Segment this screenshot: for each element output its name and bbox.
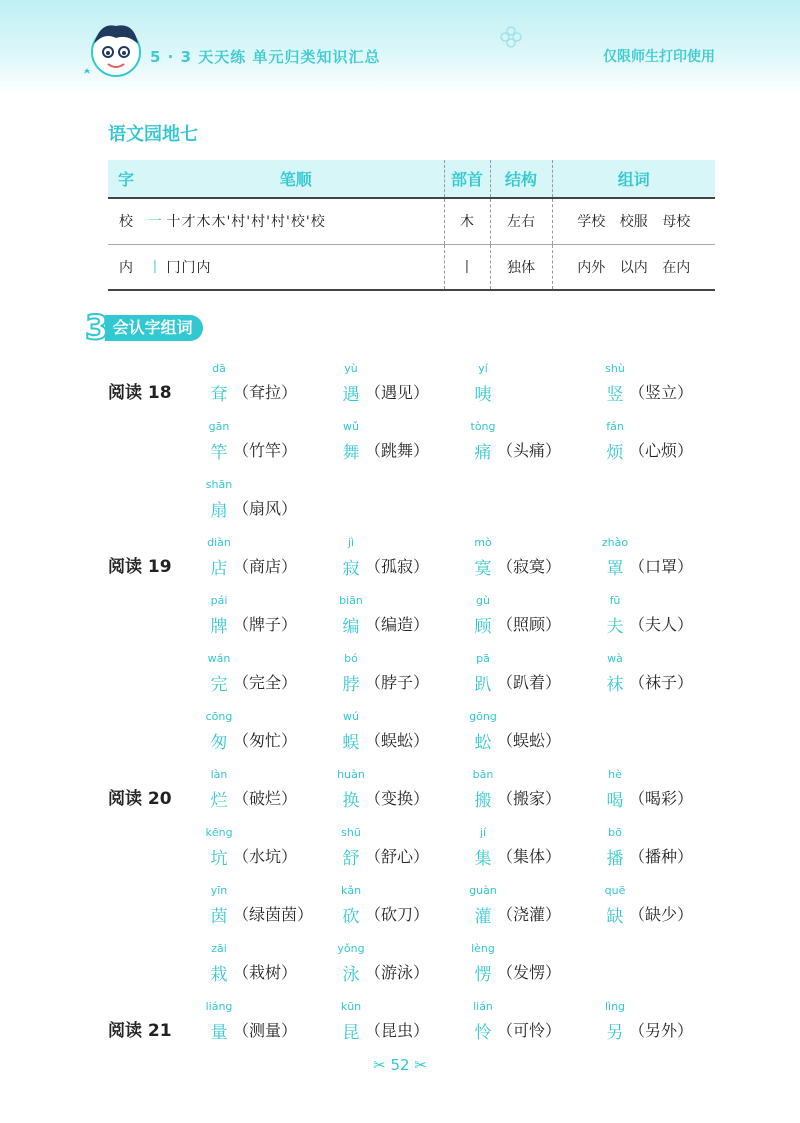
- section-number: 3: [85, 308, 109, 348]
- compound-word: （头痛）: [497, 441, 562, 460]
- table-row: [108, 198, 715, 244]
- compound-word: （牌子）: [233, 615, 298, 634]
- pinyin: gōng: [469, 710, 497, 723]
- col-header-order: 笔顺: [144, 160, 444, 198]
- cell-stroke-order: [144, 244, 444, 290]
- list-item: [205, 942, 335, 988]
- lesson-label: 阅读 18: [108, 383, 172, 403]
- new-character: 耷: [210, 385, 228, 405]
- compound-word: （孤寂）: [365, 557, 430, 576]
- new-character: 遇: [342, 385, 360, 405]
- compound-word: （可怜）: [497, 1021, 562, 1040]
- list-item: [601, 362, 731, 408]
- compound-word: （夫人）: [629, 615, 694, 634]
- new-character: 播: [606, 849, 624, 869]
- compound-word: （趴着）: [497, 673, 562, 692]
- new-character: 昆: [342, 1023, 360, 1043]
- list-item: [601, 652, 731, 698]
- list-item: [205, 420, 335, 466]
- compound-word: （竹竿）: [233, 441, 298, 460]
- new-character: 蜈: [342, 733, 360, 753]
- new-character: 蚣: [474, 733, 492, 753]
- compound-word: （昆虫）: [365, 1021, 430, 1040]
- compound-word: （完全）: [233, 673, 298, 692]
- new-character: 趴: [474, 675, 492, 695]
- pinyin: lìng: [604, 1000, 626, 1013]
- compound-word: （破烂）: [233, 789, 298, 808]
- list-item: [205, 710, 335, 756]
- list-item: [601, 594, 731, 640]
- new-character: 舞: [342, 443, 360, 463]
- stroke-order-table: [108, 160, 715, 291]
- pinyin: shū: [341, 826, 361, 839]
- pinyin: yí: [478, 362, 488, 375]
- compound-word: （脖子）: [365, 673, 430, 692]
- compound-word: （缺少）: [629, 905, 694, 924]
- new-character: 舒: [342, 849, 360, 869]
- pinyin: huàn: [337, 768, 365, 781]
- pinyin: bō: [608, 826, 622, 839]
- col-header-radical: 部首: [444, 160, 490, 198]
- list-item: [469, 420, 599, 466]
- compound-word: （照顾）: [497, 615, 562, 634]
- list-item: [469, 710, 599, 756]
- new-character: 痛: [474, 443, 492, 463]
- new-character: 编: [342, 617, 360, 637]
- pinyin: hè: [608, 768, 622, 781]
- compound-word: （遇见）: [365, 383, 430, 402]
- section-badge: [85, 308, 203, 348]
- pinyin: pái: [210, 594, 228, 607]
- new-character: 夫: [606, 617, 624, 637]
- header-title: 5 · 3 天天练 单元归类知识汇总: [150, 48, 381, 66]
- new-character: 寂: [342, 559, 360, 579]
- section-label: 会认字组词: [105, 315, 203, 341]
- table-row: [108, 244, 715, 290]
- pinyin: lián: [473, 1000, 493, 1013]
- pinyin: yù: [344, 362, 358, 375]
- right-ornament-icon: ✂: [414, 1056, 427, 1074]
- list-item: [205, 826, 335, 872]
- table-header-row: [108, 160, 715, 198]
- compound-word: （喝彩）: [629, 789, 694, 808]
- compound-word: （跳舞）: [365, 441, 430, 460]
- cell-char: 校: [108, 198, 144, 244]
- list-item: [601, 826, 731, 872]
- list-item: [469, 768, 599, 814]
- list-item: [601, 768, 731, 814]
- list-item: [205, 1000, 335, 1046]
- new-character: 量: [210, 1023, 228, 1043]
- page-header: [0, 0, 800, 95]
- compound-word: （蜈蚣）: [365, 731, 430, 750]
- remaining-strokes: 冂门内: [166, 259, 212, 276]
- list-item: [337, 884, 467, 930]
- new-character: 坑: [210, 849, 228, 869]
- pinyin: kǎn: [340, 884, 362, 897]
- new-character: 烦: [606, 443, 624, 463]
- list-item: [205, 362, 335, 408]
- cell-stroke-order: [144, 198, 444, 244]
- list-item: [601, 536, 731, 582]
- pinyin: jì: [347, 536, 355, 549]
- pinyin: kūn: [340, 1000, 362, 1013]
- list-item: [469, 1000, 599, 1046]
- list-item: [337, 710, 467, 756]
- compound-word: （寂寞）: [497, 557, 562, 576]
- compound-word: （竖立）: [629, 383, 694, 402]
- pinyin: gù: [476, 594, 490, 607]
- cell-words: 学校 校服 母校: [552, 198, 715, 244]
- list-item: [205, 884, 335, 930]
- flower-icon: [500, 26, 522, 48]
- pinyin: gān: [208, 420, 230, 433]
- compound-word: （播种）: [629, 847, 694, 866]
- usage-note: 仅限师生打印使用: [603, 49, 715, 65]
- new-character: 罩: [606, 559, 624, 579]
- compound-word: （变换）: [365, 789, 430, 808]
- new-character: 匆: [210, 733, 228, 753]
- list-item: [337, 768, 467, 814]
- remaining-strokes: 十才木木'村'村'村'校'校: [166, 214, 326, 231]
- pinyin: diàn: [207, 536, 231, 549]
- pinyin: liáng: [205, 1000, 233, 1013]
- new-character: 扇: [210, 501, 228, 521]
- new-character: 缺: [606, 907, 624, 927]
- compound-word: （集体）: [497, 847, 562, 866]
- list-item: [469, 884, 599, 930]
- cell-radical: 木: [444, 198, 490, 244]
- cell-radical: 丨: [444, 244, 490, 290]
- col-header-words: 组词: [552, 160, 715, 198]
- new-character: 泳: [342, 965, 360, 985]
- compound-word: （游泳）: [365, 963, 430, 982]
- list-item: [205, 768, 335, 814]
- pinyin: quē: [604, 884, 626, 897]
- pinyin: biān: [339, 594, 363, 607]
- new-character: 茵: [210, 907, 228, 927]
- new-character: 换: [342, 791, 360, 811]
- list-item: [337, 652, 467, 698]
- compound-word: （袜子）: [629, 673, 694, 692]
- compound-word: （心烦）: [629, 441, 694, 460]
- pinyin: dā: [212, 362, 226, 375]
- new-character: 栽: [210, 965, 228, 985]
- left-ornament-icon: ✂: [373, 1056, 386, 1074]
- list-item: [337, 826, 467, 872]
- compound-word: （匆忙）: [233, 731, 298, 750]
- compound-word: （浇灌）: [497, 905, 562, 924]
- list-item: [469, 594, 599, 640]
- new-character: 愣: [474, 965, 492, 985]
- compound-word: （商店）: [233, 557, 298, 576]
- new-character: 搬: [474, 791, 492, 811]
- new-character: 脖: [342, 675, 360, 695]
- page-number: [0, 1056, 800, 1074]
- list-item: [469, 826, 599, 872]
- list-item: [337, 942, 467, 988]
- new-character: 灌: [474, 907, 492, 927]
- pinyin: jí: [479, 826, 487, 839]
- cell-structure: 独体: [490, 244, 552, 290]
- new-character: 怜: [474, 1023, 492, 1043]
- pinyin: zhào: [601, 536, 629, 549]
- new-character: 喝: [606, 791, 624, 811]
- lesson-label: 阅读 19: [108, 557, 172, 577]
- lesson-label: 阅读 20: [108, 789, 172, 809]
- new-character: 完: [210, 675, 228, 695]
- list-item: [469, 652, 599, 698]
- compound-word: （测量）: [233, 1021, 298, 1040]
- pinyin: tòng: [470, 420, 496, 433]
- list-item: [205, 478, 335, 524]
- list-item: [601, 1000, 731, 1046]
- new-character: 牌: [210, 617, 228, 637]
- compound-word: （另外）: [629, 1021, 694, 1040]
- pinyin: fán: [606, 420, 624, 433]
- pinyin: bó: [344, 652, 358, 665]
- pinyin: làn: [210, 768, 228, 781]
- pinyin: wà: [607, 652, 623, 665]
- list-item: [337, 1000, 467, 1046]
- list-item: [469, 536, 599, 582]
- list-item: [469, 362, 599, 408]
- first-stroke: 丨: [148, 259, 162, 276]
- list-item: [337, 362, 467, 408]
- new-character: 竿: [210, 443, 228, 463]
- col-header-char: 字: [108, 160, 144, 198]
- pinyin: shān: [205, 478, 233, 491]
- first-stroke: 一: [148, 214, 162, 231]
- list-item: [601, 420, 731, 466]
- page-number-text: 52: [390, 1056, 410, 1074]
- cell-char: 内: [108, 244, 144, 290]
- pinyin: lèng: [471, 942, 495, 955]
- list-item: [337, 594, 467, 640]
- pinyin: wán: [207, 652, 231, 665]
- compound-word: （搬家）: [497, 789, 562, 808]
- new-character: 寞: [474, 559, 492, 579]
- compound-word: （编造）: [365, 615, 430, 634]
- pinyin: cōng: [205, 710, 233, 723]
- compound-word: （栽树）: [233, 963, 298, 982]
- list-item: [601, 884, 731, 930]
- compound-word: （砍刀）: [365, 905, 430, 924]
- compound-word: （耷拉）: [233, 383, 298, 402]
- pinyin: kēng: [205, 826, 233, 839]
- compound-word: （扇风）: [233, 499, 298, 518]
- pinyin: wú: [343, 710, 359, 723]
- compound-word: （绿茵茵）: [233, 905, 314, 924]
- col-header-structure: 结构: [490, 160, 552, 198]
- list-item: [337, 420, 467, 466]
- pinyin: shù: [605, 362, 625, 375]
- new-character: 烂: [210, 791, 228, 811]
- list-item: [469, 942, 599, 988]
- pinyin: mò: [474, 536, 492, 549]
- new-character: 咦: [474, 385, 492, 405]
- cell-words: 内外 以内 在内: [552, 244, 715, 290]
- new-character: 竖: [606, 385, 624, 405]
- mascot-icon: [80, 18, 152, 88]
- pinyin: guàn: [469, 884, 497, 897]
- pinyin: pā: [476, 652, 490, 665]
- compound-word: （蜈蚣）: [497, 731, 562, 750]
- new-character: 集: [474, 849, 492, 869]
- compound-word: （水坑）: [233, 847, 298, 866]
- list-item: [205, 594, 335, 640]
- new-character: 袜: [606, 675, 624, 695]
- cell-structure: 左右: [490, 198, 552, 244]
- compound-word: （舒心）: [365, 847, 430, 866]
- new-character: 另: [606, 1023, 624, 1043]
- compound-word: （口罩）: [629, 557, 694, 576]
- pinyin: wǔ: [343, 420, 359, 433]
- new-character: 店: [210, 559, 228, 579]
- pinyin: zāi: [211, 942, 227, 955]
- section-title-garden: 语文园地七: [108, 124, 198, 145]
- pinyin: yǒng: [337, 942, 365, 955]
- new-character: 顾: [474, 617, 492, 637]
- list-item: [205, 652, 335, 698]
- compound-word: （发愣）: [497, 963, 562, 982]
- pinyin: bān: [472, 768, 494, 781]
- pinyin: fū: [609, 594, 621, 607]
- list-item: [205, 536, 335, 582]
- lesson-label: 阅读 21: [108, 1021, 172, 1041]
- pinyin: yīn: [210, 884, 228, 897]
- new-character: 砍: [342, 907, 360, 927]
- list-item: [337, 536, 467, 582]
